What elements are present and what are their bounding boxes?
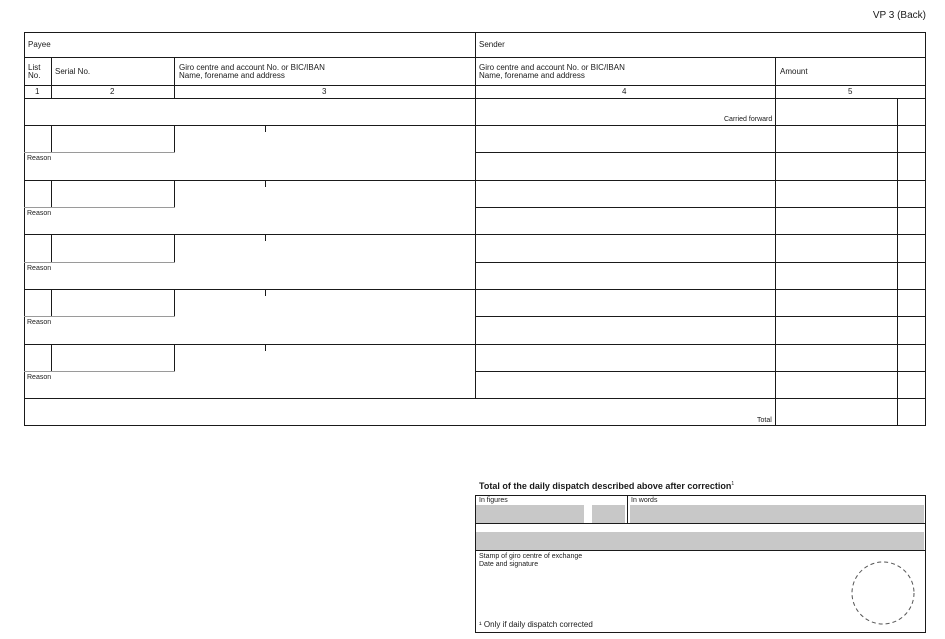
rule	[51, 344, 52, 372]
serial-no-header: Serial No.	[55, 67, 91, 76]
tick-mark	[265, 234, 266, 241]
rule	[475, 98, 476, 399]
form-code: VP 3 (Back)	[872, 10, 926, 21]
rule	[475, 523, 925, 524]
in-figures-label: In figures	[479, 497, 508, 504]
reason-label: Reason	[27, 319, 52, 326]
giro-sender-header: Giro centre and account No. or BIC/IBAN Name, forename and address	[479, 63, 625, 81]
rule	[51, 57, 52, 99]
rule	[475, 316, 926, 317]
rule	[475, 207, 926, 208]
reason-label: Reason	[27, 210, 52, 217]
rule	[174, 289, 175, 317]
carried-forward-label: Carried forward	[724, 116, 773, 123]
col-number-4: 4	[622, 87, 627, 96]
rule	[174, 344, 175, 372]
rule	[475, 152, 926, 153]
rule	[475, 371, 926, 372]
amount-header: Amount	[780, 67, 808, 76]
giro-payee-header: Giro centre and account No. or BIC/IBAN Name, forename and address	[179, 63, 325, 81]
rule	[24, 398, 926, 399]
stamp-label: Stamp of giro centre of exchange	[479, 553, 583, 560]
col-number-2: 2	[110, 87, 115, 96]
tick-mark	[265, 125, 266, 132]
tick-mark	[265, 180, 266, 187]
rule	[24, 125, 926, 126]
date-signature-label: Date and signature	[479, 561, 539, 568]
in-words-label: In words	[631, 497, 658, 504]
list-no-header: List No.	[28, 63, 41, 81]
rule	[174, 234, 175, 262]
rule	[775, 57, 776, 99]
rule	[24, 344, 926, 345]
summary-title-text: Total of the daily dispatch described above after correction	[479, 481, 732, 491]
reason-label: Reason	[27, 265, 52, 272]
rule	[51, 289, 52, 317]
rule	[24, 371, 175, 372]
col-number-5: 5	[848, 87, 853, 96]
rule	[174, 57, 175, 99]
rule	[174, 180, 175, 208]
rule	[51, 234, 52, 262]
summary-title	[479, 482, 734, 491]
summary-title-footnote-mark: 1	[731, 481, 735, 487]
tick-mark	[265, 344, 266, 351]
rule	[51, 180, 52, 208]
total-label: Total	[757, 417, 772, 424]
rule	[24, 289, 926, 290]
reason-label: Reason	[27, 374, 52, 381]
stamp-circle	[850, 560, 916, 626]
rule	[475, 262, 926, 263]
sender-label: Sender	[479, 40, 505, 49]
rule	[475, 32, 476, 99]
footnote: ¹ Only if daily dispatch corrected	[479, 620, 593, 629]
tick-mark	[265, 289, 266, 296]
payee-label: Payee	[28, 40, 51, 49]
words-field-line2[interactable]	[476, 532, 924, 550]
rule	[627, 495, 628, 523]
rule	[24, 316, 175, 317]
col-number-1: 1	[35, 87, 40, 96]
figures-field-b[interactable]	[592, 505, 625, 523]
rule	[24, 207, 175, 208]
rule	[174, 125, 175, 153]
rule	[24, 234, 926, 235]
words-field[interactable]	[630, 505, 924, 523]
rule	[51, 125, 52, 153]
rule	[475, 550, 925, 551]
rule	[24, 180, 926, 181]
rule	[24, 152, 175, 153]
col-number-3: 3	[322, 87, 327, 96]
rule	[24, 262, 175, 263]
reason-label: Reason	[27, 155, 52, 162]
figures-field-a[interactable]	[476, 505, 584, 523]
